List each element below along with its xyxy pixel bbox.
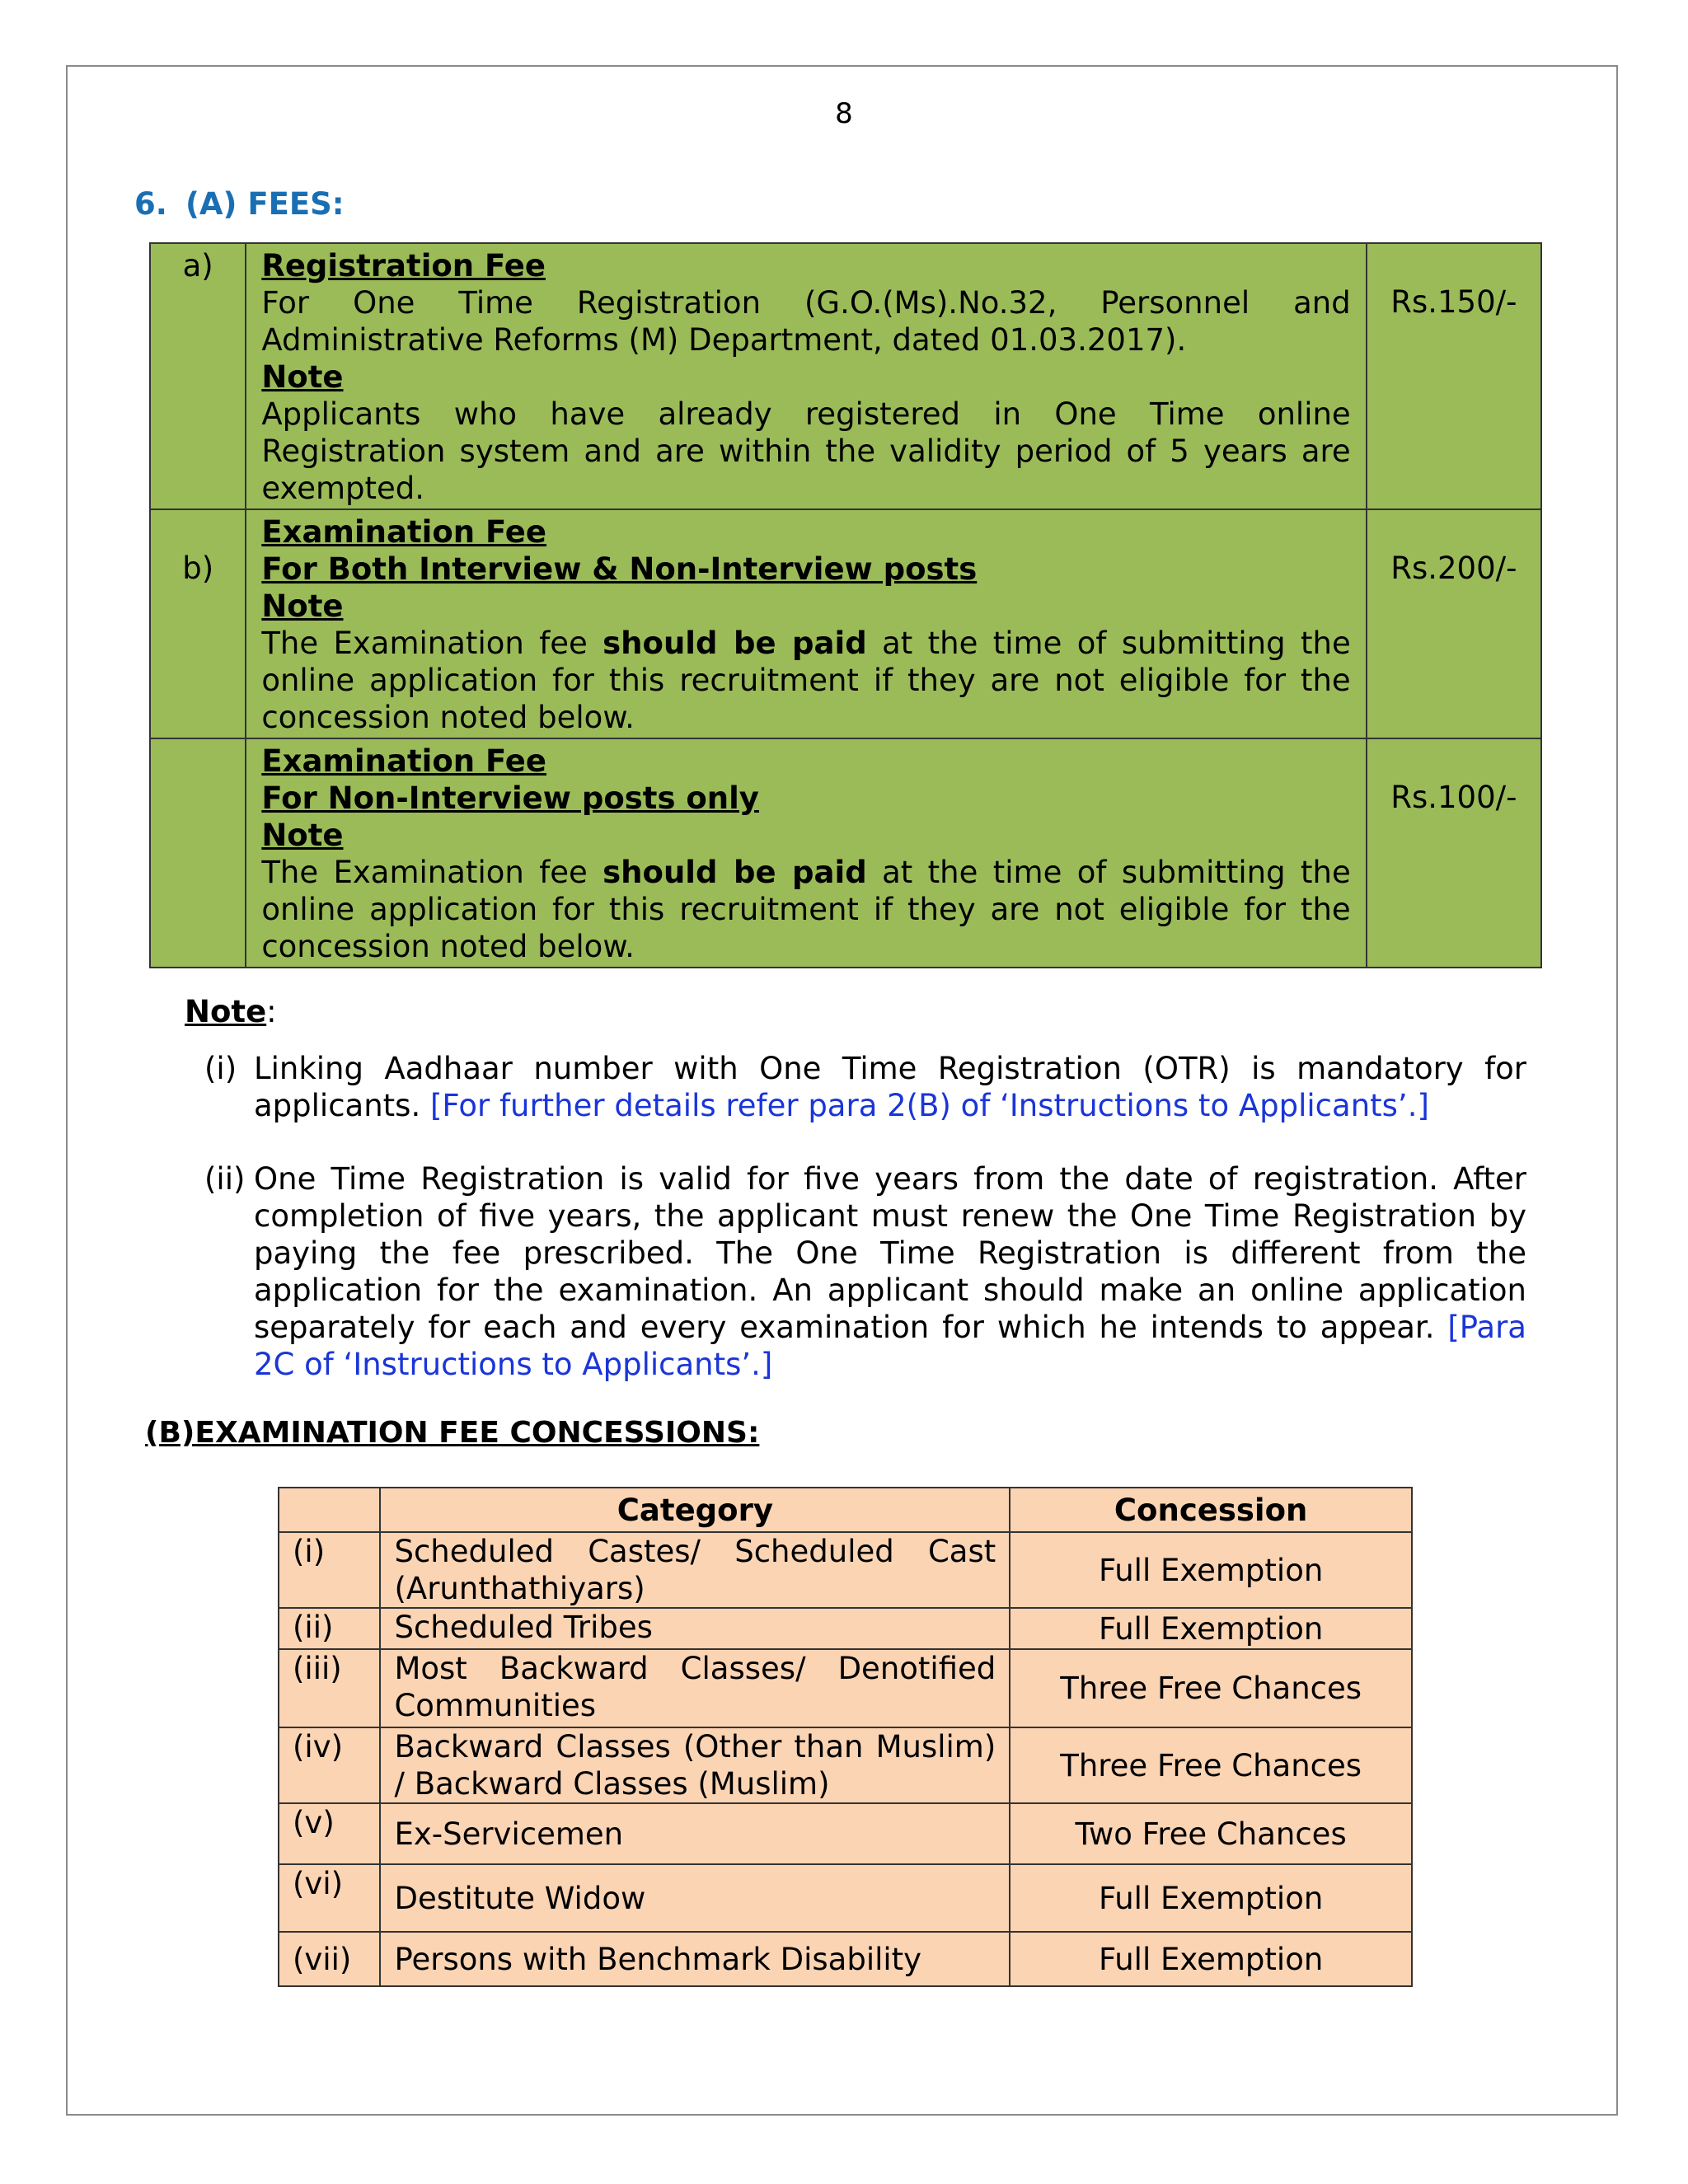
fee-row-index: b) — [150, 509, 246, 738]
row-concession: Full Exemption — [1010, 1532, 1412, 1608]
fee-row-index: a) — [150, 243, 246, 509]
notes-colon: : — [266, 994, 277, 1029]
concession-row — [279, 1649, 1412, 1727]
note-text — [254, 1160, 1526, 1383]
fee-subheading: For Both Interview & Non-Interview posts — [261, 551, 978, 587]
fee-amount: Rs.100/- — [1367, 738, 1541, 968]
note-body: One Time Registration is valid for five years from the date of registration. After completion of five years, the applicant must renew the One Time Registration by paying the fee prescribed. The One Time Registration is different from the application for the examination. An applicant should make an online application separately for each and every examination for which he intends to appear. — [254, 1161, 1526, 1345]
fee-note-label: Note — [261, 588, 344, 624]
row-concession: Two Free Chances — [1010, 1803, 1412, 1864]
row-category: Persons with Benchmark Disability — [380, 1932, 1010, 1986]
row-index: (iv) — [279, 1727, 380, 1803]
note-text-end: at the time of submitting the online application for this recruitment if they are not eligible for the concession noted below. — [261, 626, 1351, 735]
note-marker: (i) — [204, 1051, 237, 1086]
row-category: Ex-Servicemen — [380, 1803, 1010, 1864]
row-concession: Full Exemption — [1010, 1608, 1412, 1649]
header-concession: Concession — [1010, 1488, 1412, 1532]
fee-heading: Registration Fee — [261, 248, 546, 284]
fee-note-label: Note — [261, 818, 344, 853]
row-concession: Three Free Chances — [1010, 1727, 1412, 1803]
note-text-end: at the time of submitting the online application for this recruitment if they are not eligible for the concession noted below. — [261, 855, 1351, 964]
fee-row-description — [246, 738, 1366, 968]
notes-label: Note — [185, 994, 267, 1029]
row-index: (vi) — [279, 1864, 380, 1932]
row-index: (ii) — [279, 1608, 380, 1649]
section-a-heading — [134, 186, 345, 222]
fee-note-text — [261, 854, 1350, 965]
row-index: (v) — [279, 1803, 380, 1864]
fee-note-text — [261, 625, 1350, 736]
note-marker: (ii) — [204, 1161, 246, 1197]
fee-heading: Examination Fee — [261, 743, 546, 779]
concession-row — [279, 1803, 1412, 1864]
note-text-start: The Examination fee — [261, 855, 603, 890]
row-category: Most Backward Classes/ Denotified Communities — [380, 1649, 1010, 1727]
concession-row — [279, 1532, 1412, 1608]
fee-row-description — [246, 509, 1366, 738]
concession-row — [279, 1608, 1412, 1649]
fee-row-exam-non-interview — [150, 738, 1541, 968]
page-number: 8 — [835, 97, 853, 130]
fees-table — [149, 242, 1542, 968]
row-index: (i) — [279, 1532, 380, 1608]
fee-amount: Rs.150/- — [1367, 243, 1541, 509]
section-b-heading: (B)EXAMINATION FEE CONCESSIONS: — [145, 1416, 760, 1450]
fee-amount: Rs.200/- — [1367, 509, 1541, 738]
row-index: (vii) — [279, 1932, 380, 1986]
section-number: 6. — [134, 186, 167, 222]
fee-row-description — [246, 243, 1366, 509]
notes-heading — [185, 994, 277, 1029]
row-concession: Full Exemption — [1010, 1932, 1412, 1986]
fee-row-exam-both — [150, 509, 1541, 738]
row-concession: Three Free Chances — [1010, 1649, 1412, 1727]
note-text-start: The Examination fee — [261, 626, 603, 661]
concession-row — [279, 1932, 1412, 1986]
note-text-bold: should be paid — [603, 626, 867, 661]
section-a-title: (A) FEES: — [185, 186, 345, 222]
concessions-table — [278, 1487, 1413, 1987]
note-item — [204, 1050, 1526, 1124]
note-reference: [For further details refer para 2(B) of ‘Instructions to Applicants’.] — [420, 1088, 1429, 1123]
fee-note-text: Applicants who have already registered in One Time online Registration system and are within the validity period of 5 years are exempted. — [261, 396, 1351, 506]
row-category: Backward Classes (Other than Muslim) / Backward Classes (Muslim) — [380, 1727, 1010, 1803]
fee-note-label: Note — [261, 359, 344, 395]
note-text — [254, 1050, 1526, 1124]
fee-row-index — [150, 738, 246, 968]
note-body: Linking Aadhaar number with One Time Registration (OTR) is mandatory for applicants. — [254, 1051, 1526, 1123]
concession-row — [279, 1864, 1412, 1932]
concession-row — [279, 1727, 1412, 1803]
row-concession: Full Exemption — [1010, 1864, 1412, 1932]
fee-text: For One Time Registration (G.O.(Ms).No.32, Personnel and Administrative Reforms (M) Department, dated 01.03.2017). — [261, 285, 1351, 358]
fee-subheading: For Non-Interview posts only — [261, 780, 759, 816]
note-reference: [Para 2C of ‘Instructions to Applicants’.] — [254, 1310, 1526, 1382]
row-category: Destitute Widow — [380, 1864, 1010, 1932]
note-text-bold: should be paid — [603, 855, 867, 890]
note-item — [204, 1160, 1526, 1383]
header-category: Category — [380, 1488, 1010, 1532]
header-index — [279, 1488, 380, 1532]
row-index: (iii) — [279, 1649, 380, 1727]
fee-row-registration — [150, 243, 1541, 509]
row-category: Scheduled Castes/ Scheduled Cast (Arunthathiyars) — [380, 1532, 1010, 1608]
fee-heading: Examination Fee — [261, 514, 546, 550]
concessions-header-row — [279, 1488, 1412, 1532]
row-category: Scheduled Tribes — [380, 1608, 1010, 1649]
